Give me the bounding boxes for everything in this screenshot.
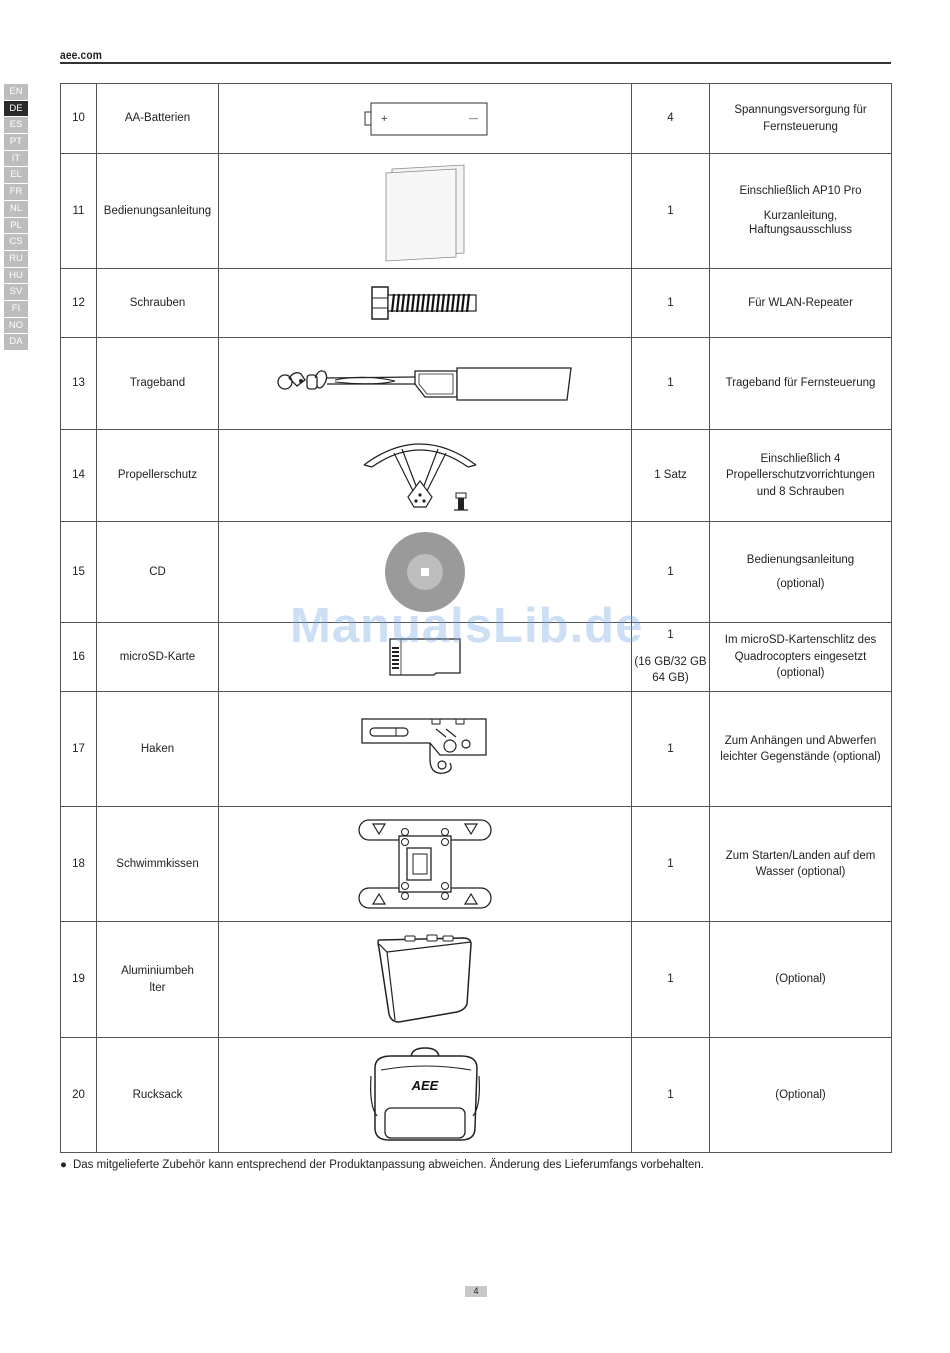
item-name: Schwimmkissen	[97, 807, 219, 922]
item-name: Propellerschutz	[97, 430, 219, 522]
item-number: 11	[61, 154, 97, 269]
item-description: Einschließlich 4 Propellerschutzvorrichtungen und 8 Schrauben	[710, 430, 892, 522]
aluminium-case-icon	[377, 934, 473, 1026]
item-name: Aluminiumbeh lter	[97, 922, 219, 1038]
bullet-icon: ●	[60, 1159, 67, 1171]
table-row	[61, 338, 892, 430]
item-quantity: 1	[632, 269, 710, 338]
lang-cs[interactable]: CS	[4, 234, 28, 250]
table-row	[61, 922, 892, 1038]
item-quantity: 1	[632, 338, 710, 430]
lang-nl[interactable]: NL	[4, 201, 28, 217]
footnote	[60, 1159, 704, 1171]
item-image	[219, 269, 632, 338]
item-name: Schrauben	[97, 269, 219, 338]
item-image	[219, 338, 632, 430]
lang-hu[interactable]: HU	[4, 268, 28, 284]
item-number: 18	[61, 807, 97, 922]
item-description: Trageband für Fernsteuerung	[710, 338, 892, 430]
item-quantity: 1 Satz	[632, 430, 710, 522]
item-number: 14	[61, 430, 97, 522]
item-image	[219, 807, 632, 922]
item-quantity: 4	[632, 84, 710, 154]
backpack-icon	[367, 1046, 483, 1144]
item-name: CD	[97, 522, 219, 623]
table-row	[61, 84, 892, 154]
lanyard-icon	[275, 364, 575, 404]
item-image	[219, 922, 632, 1038]
lang-it[interactable]: IT	[4, 151, 28, 167]
lang-de[interactable]: DE	[4, 101, 28, 117]
lang-es[interactable]: ES	[4, 117, 28, 133]
lang-fi[interactable]: FI	[4, 301, 28, 317]
item-name: AA-Batterien	[97, 84, 219, 154]
item-quantity: 1	[632, 922, 710, 1038]
backpack-logo: AEE	[411, 1078, 439, 1093]
lang-pl[interactable]: PL	[4, 218, 28, 234]
item-quantity: 1	[632, 522, 710, 623]
item-image	[219, 154, 632, 269]
brand-logo[interactable]: aee.com	[60, 48, 103, 62]
battery-minus-label: —	[468, 112, 478, 123]
propeller-guard-icon	[360, 435, 490, 517]
item-quantity: 1	[632, 154, 710, 269]
battery-icon	[363, 102, 488, 136]
item-number: 16	[61, 623, 97, 692]
language-sidebar	[4, 84, 28, 350]
float-pad-icon	[357, 818, 493, 910]
footnote-text: Das mitgelieferte Zubehör kann entsprechend der Produktanpassung abweichen. Änderung des Lieferumfangs vorbehalten.	[72, 1159, 704, 1171]
item-name: Haken	[97, 692, 219, 807]
table-row	[61, 807, 892, 922]
item-name: Rucksack	[97, 1038, 219, 1153]
screw-icon	[370, 285, 480, 321]
table-row	[61, 1038, 892, 1153]
lang-no[interactable]: NO	[4, 318, 28, 334]
table-row	[61, 154, 892, 269]
item-number: 19	[61, 922, 97, 1038]
item-description: Zum Starten/Landen auf dem Wasser (optional)	[710, 807, 892, 922]
item-name: microSD-Karte	[97, 623, 219, 692]
lang-pt[interactable]: PT	[4, 134, 28, 150]
item-number: 12	[61, 269, 97, 338]
item-name: Trageband	[97, 338, 219, 430]
item-quantity: 1	[632, 692, 710, 807]
item-image	[219, 692, 632, 807]
item-image	[219, 1038, 632, 1153]
table-row	[61, 522, 892, 623]
item-number: 10	[61, 84, 97, 154]
lang-en[interactable]: EN	[4, 84, 28, 100]
lang-sv[interactable]: SV	[4, 284, 28, 300]
lang-fr[interactable]: FR	[4, 184, 28, 200]
table-row	[61, 623, 892, 692]
item-name: Bedienungsanleitung	[97, 154, 219, 269]
hook-icon	[360, 717, 490, 781]
item-quantity: 1	[632, 1038, 710, 1153]
watermark: ManualsLib.de	[290, 599, 644, 653]
lang-da[interactable]: DA	[4, 334, 28, 350]
item-image	[219, 84, 632, 154]
cd-icon	[383, 530, 467, 614]
manual-icon	[380, 161, 470, 261]
lang-el[interactable]: EL	[4, 167, 28, 183]
item-description: Spannungsversorgung für Fernsteuerung	[710, 84, 892, 154]
table-row	[61, 692, 892, 807]
item-description: Zum Anhängen und Abwerfen leichter Gegenstände (optional)	[710, 692, 892, 807]
item-description: (Optional)	[710, 922, 892, 1038]
table-row	[61, 430, 892, 522]
page-header	[60, 46, 891, 64]
item-image	[219, 623, 632, 692]
microsd-icon	[388, 637, 462, 677]
item-description: Bedienungsanleitung (optional)	[710, 522, 892, 623]
item-quantity: 1 (16 GB/32 GB 64 GB)	[632, 623, 710, 692]
table-row	[61, 269, 892, 338]
item-number: 13	[61, 338, 97, 430]
lang-ru[interactable]: RU	[4, 251, 28, 267]
item-number: 17	[61, 692, 97, 807]
item-description: Einschließlich AP10 Pro Kurzanleitung, Haftungsausschluss	[710, 154, 892, 269]
battery-plus-label: +	[380, 112, 387, 125]
item-number: 15	[61, 522, 97, 623]
item-description: Für WLAN-Repeater	[710, 269, 892, 338]
parts-table	[60, 83, 892, 1153]
page-number: 4	[465, 1286, 487, 1297]
item-number: 20	[61, 1038, 97, 1153]
item-image	[219, 430, 632, 522]
item-description: (Optional)	[710, 1038, 892, 1153]
item-image	[219, 522, 632, 623]
item-quantity: 1	[632, 807, 710, 922]
item-description: Im microSD-Kartenschlitz des Quadrocopters eingesetzt (optional)	[710, 623, 892, 692]
